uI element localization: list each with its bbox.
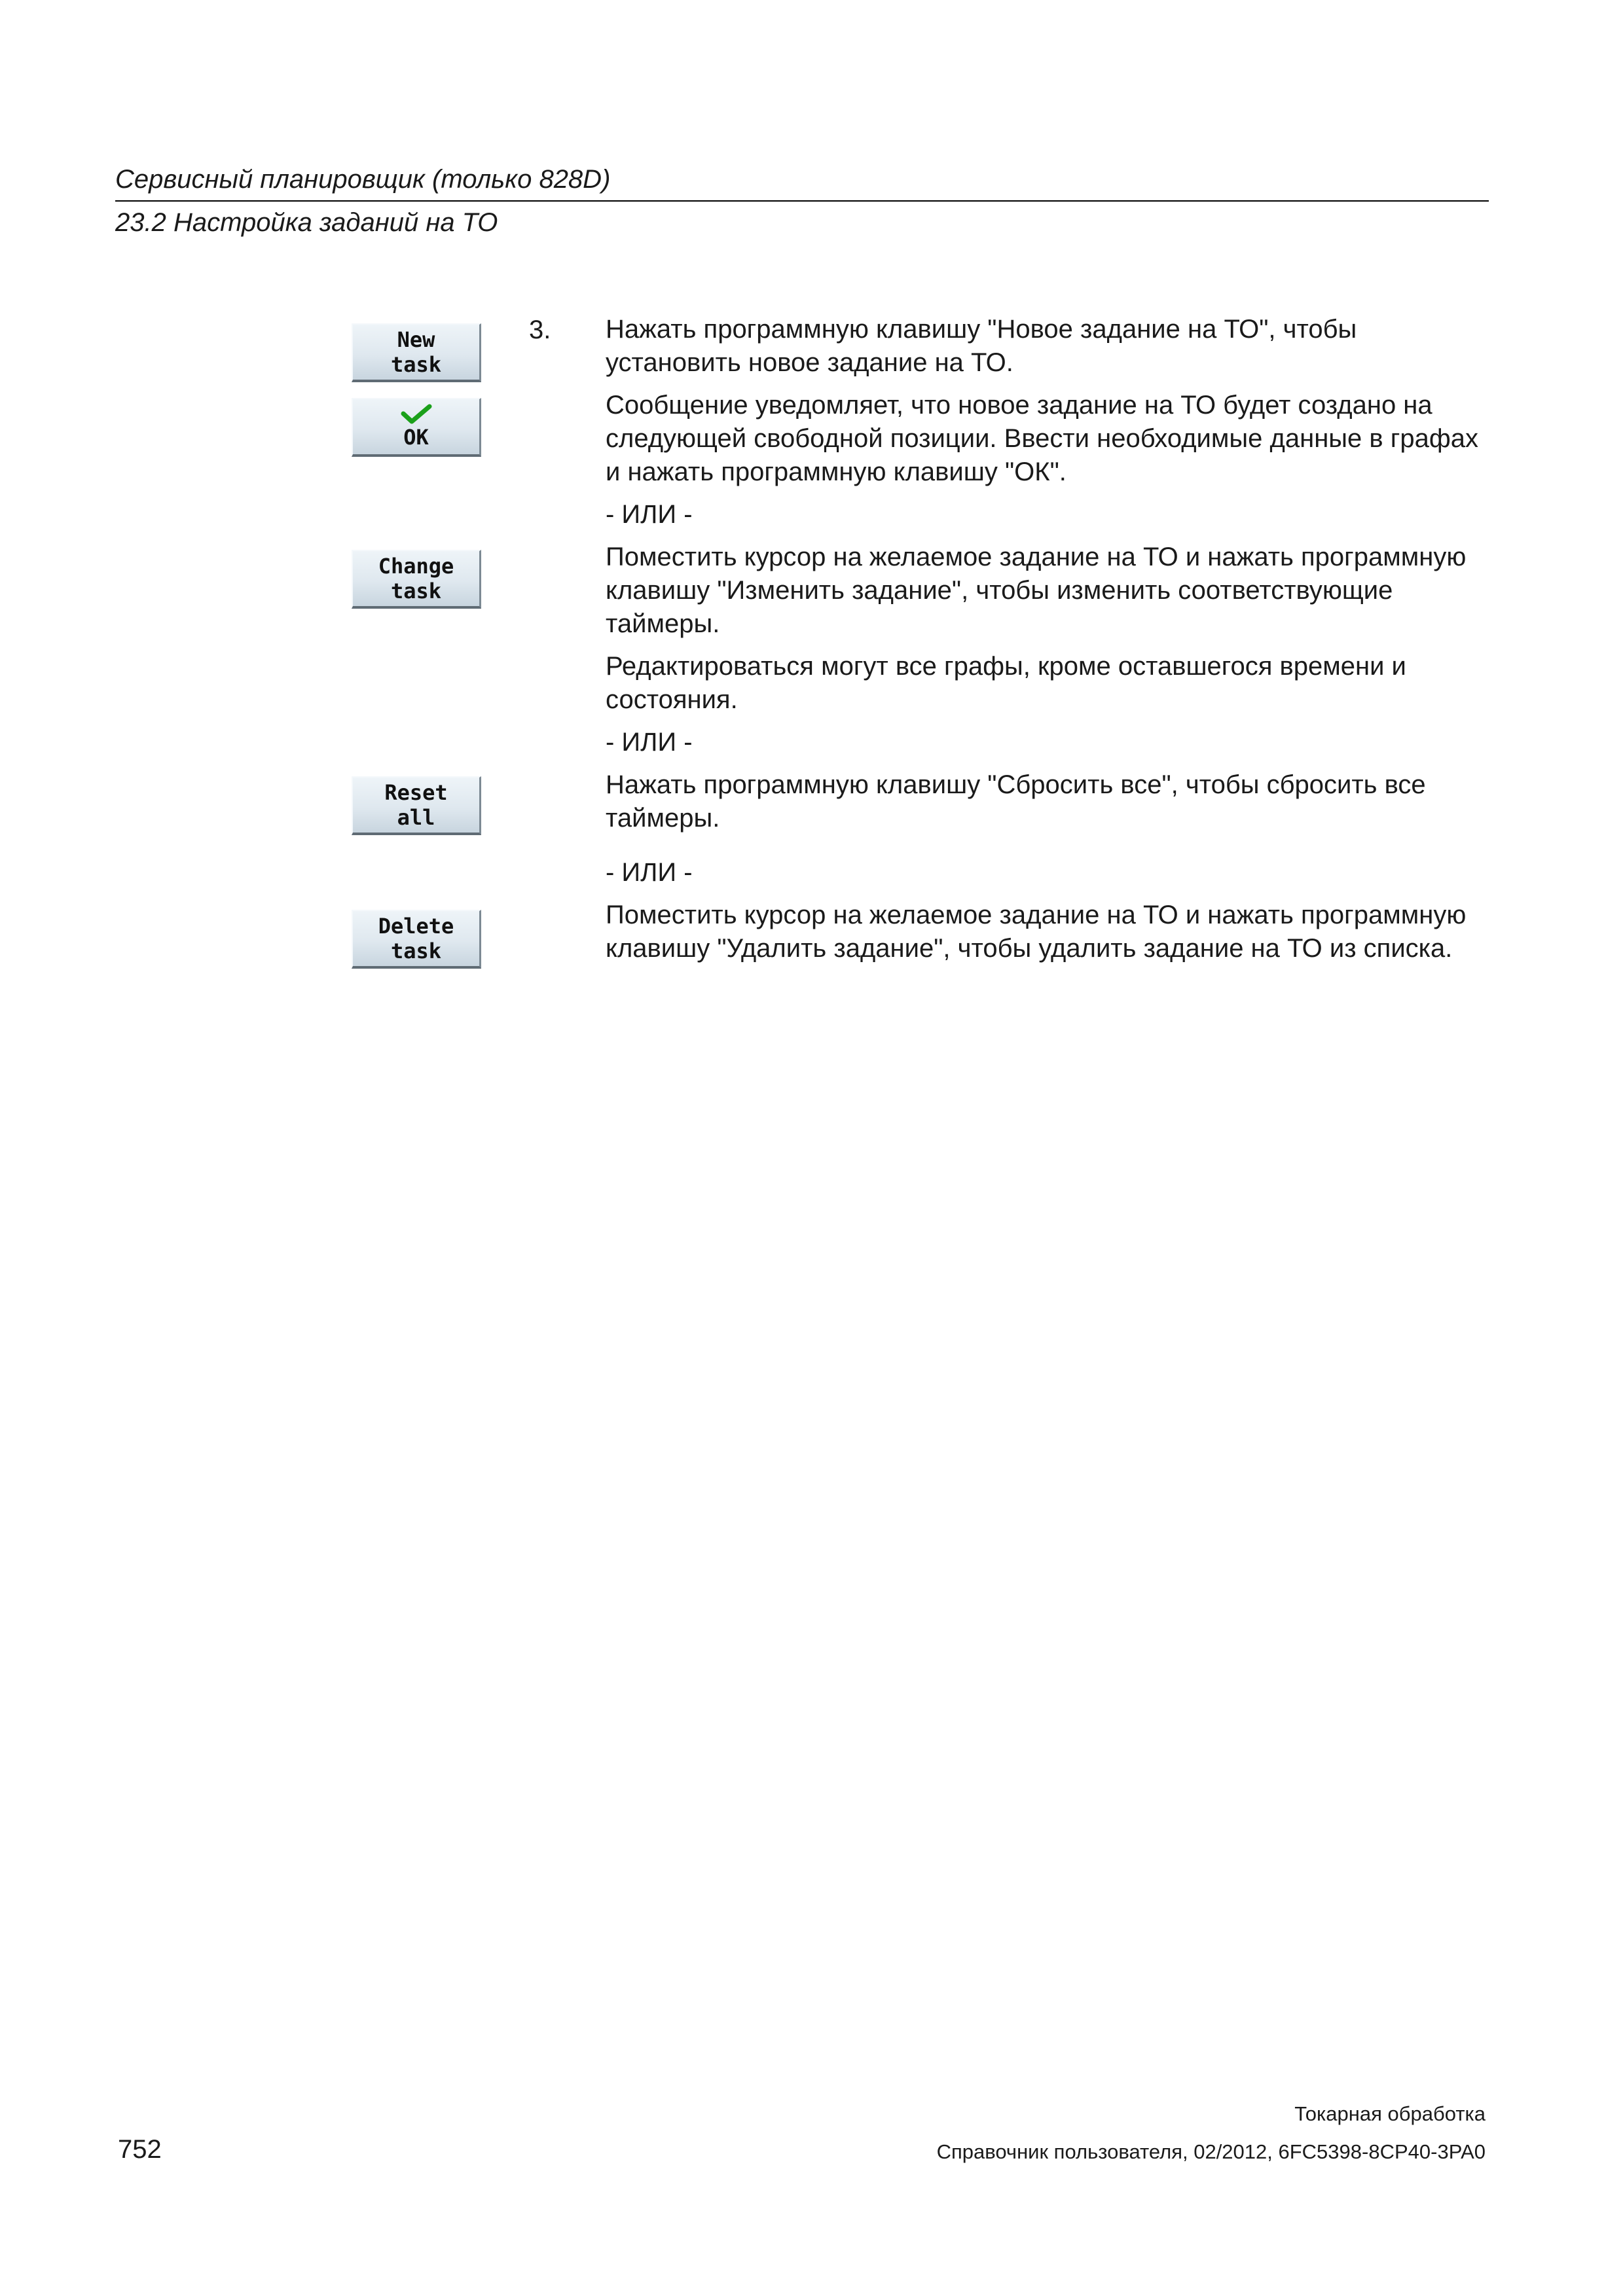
step-content	[606, 313, 1486, 975]
softkey-label-line: OK	[403, 425, 429, 450]
instruction-paragraph: Нажать программную клавишу "Сбросить все", чтобы сбросить все таймеры.	[606, 770, 1426, 833]
instruction-paragraph: Поместить курсор на желаемое задание на ТО и нажать программную клавишу "Изменить задание", чтобы изменить соответствующие таймеры.	[606, 543, 1467, 638]
softkey-label-line: Change	[378, 554, 454, 579]
softkey-change-task[interactable]	[352, 550, 481, 609]
header-title: Сервисный планировщик (только 828D)	[115, 165, 611, 194]
or-separator: - ИЛИ -	[606, 500, 693, 529]
softkey-label-line: task	[390, 352, 442, 377]
softkey-new-task[interactable]	[352, 323, 481, 382]
softkey-label-line: task	[390, 579, 442, 603]
instruction-paragraph: Нажать программную клавишу "Новое задание на ТО", чтобы установить новое задание на ТО.	[606, 315, 1357, 377]
or-separator: - ИЛИ -	[606, 858, 693, 887]
section-title: 23.2 Настройка заданий на ТО	[115, 208, 498, 237]
softkey-label-line: Reset	[384, 780, 448, 805]
step-number: 3.	[529, 315, 551, 344]
instruction-paragraph: Поместить курсор на желаемое задание на ТО и нажать программную клавишу "Удалить задание", чтобы удалить задание на ТО из списка.	[606, 901, 1467, 963]
softkey-reset-all[interactable]	[352, 776, 481, 835]
page-number: 752	[118, 2135, 162, 2164]
softkey-label-line: Delete	[378, 914, 454, 939]
instruction-paragraph: Редактироваться могут все графы, кроме оставшегося времени и состояния.	[606, 652, 1406, 714]
checkmark-icon	[399, 404, 433, 425]
softkey-label-line: all	[397, 805, 435, 830]
softkey-ok[interactable]	[352, 398, 481, 457]
or-separator: - ИЛИ -	[606, 728, 693, 757]
softkey-label-line: task	[390, 939, 442, 963]
softkey-label-line: New	[397, 327, 435, 352]
footer-reference: Справочник пользователя, 02/2012, 6FC5398-8CP40-3PA0	[936, 2140, 1486, 2163]
footer-title: Токарная обработка	[1294, 2102, 1486, 2125]
softkey-delete-task[interactable]	[352, 910, 481, 969]
header-divider	[115, 200, 1489, 202]
instruction-paragraph: Сообщение уведомляет, что новое задание на ТО будет создано на следующей свободной позиции. Ввести необходимые данные в графах и нажать программную клавишу "ОК".	[606, 391, 1478, 486]
